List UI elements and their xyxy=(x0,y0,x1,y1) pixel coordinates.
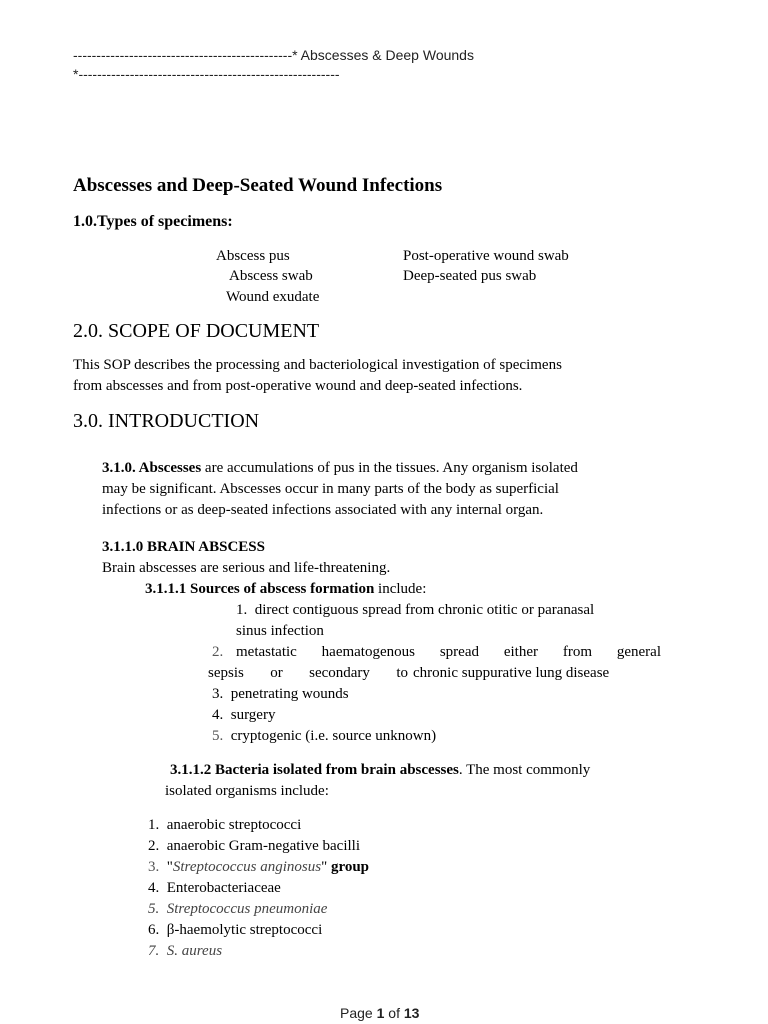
specimen-right-2: Deep-seated pus swab xyxy=(403,268,537,284)
p310-bold: 3.1.0. Abscesses xyxy=(102,460,202,476)
source-item-3-text: penetrating wounds xyxy=(230,686,349,702)
footer-page-label: Page xyxy=(340,1005,373,1021)
organism-num-4: 4. xyxy=(148,880,160,896)
organism-1-text: anaerobic streptococci xyxy=(166,817,302,833)
source-item-1 xyxy=(236,602,594,619)
footer-page-num: 1 xyxy=(376,1005,385,1021)
organism-num-1: 1. xyxy=(148,817,160,833)
p310-line1 xyxy=(102,460,578,477)
p310-line2: may be significant. Abscesses occur in many parts of the body as superficial xyxy=(102,481,559,497)
organism-4-text: Enterobacteriaceae xyxy=(166,880,281,896)
organism-item-4 xyxy=(148,880,281,897)
specimen-left-3: Wound exudate xyxy=(226,289,320,305)
p3111-rest: include: xyxy=(374,581,427,597)
p3112-line1-rest: . The most commonly xyxy=(458,762,591,778)
footer-of-label: of xyxy=(388,1005,400,1021)
specimen-left-1: Abscess pus xyxy=(216,248,290,264)
source-num-5: 5. xyxy=(212,728,224,744)
section2-text-line2: from abscesses and from post-operative wound and deep-seated infections. xyxy=(73,378,523,394)
organism-5-text: Streptococcus pneumoniae xyxy=(166,901,328,917)
organism-num-2: 2. xyxy=(148,838,160,854)
running-header-line1: -----------------------------------------------* Abscesses & Deep Wounds xyxy=(73,47,474,63)
p310-line1-rest: are accumulations of pus in the tissues. Any organism isolated xyxy=(201,460,578,476)
p3111-intro xyxy=(145,581,426,598)
organism-item-5 xyxy=(148,901,327,918)
p3110-heading: 3.1.1.0 BRAIN ABSCESS xyxy=(102,539,265,555)
section2-heading: 2.0. SCOPE OF DOCUMENT xyxy=(73,320,320,342)
organism-num-3: 3. xyxy=(148,859,160,875)
specimen-right-1: Post-operative wound swab xyxy=(403,248,569,264)
source-item-2 xyxy=(212,644,231,661)
source-item-3 xyxy=(212,686,349,703)
section1-heading: 1.0.Types of specimens: xyxy=(73,213,233,230)
organism-num-5: 5. xyxy=(148,901,160,917)
source-item-2-line1: metastatic haematogenous spread either from general xyxy=(236,644,661,660)
source-num-1: 1. xyxy=(236,602,248,618)
organism-3-quote-close: " xyxy=(321,859,328,875)
organism-2-text: anaerobic Gram-negative bacilli xyxy=(166,838,360,854)
organism-item-3 xyxy=(148,859,369,876)
source-num-2: 2. xyxy=(212,644,224,660)
organism-3-italic: Streptococcus anginosus xyxy=(172,859,322,875)
p3111-bold: 3.1.1.1 Sources of abscess formation xyxy=(145,581,375,597)
p310-line3: infections or as deep-seated infections associated with any internal organ. xyxy=(102,502,544,518)
organism-item-1 xyxy=(148,817,301,834)
document-title: Abscesses and Deep-Seated Wound Infections xyxy=(73,175,443,196)
organism-num-7: 7. xyxy=(148,943,160,959)
p3110-text: Brain abscesses are serious and life-threatening. xyxy=(102,560,391,576)
organism-7-text: S. aureus xyxy=(166,943,223,959)
source-item-4 xyxy=(212,707,275,724)
source-item-1-line2: sinus infection xyxy=(236,623,324,639)
organism-item-2 xyxy=(148,838,360,855)
source-item-5 xyxy=(212,728,436,745)
footer-total: 13 xyxy=(403,1005,420,1021)
page-footer xyxy=(340,1005,419,1021)
source-num-3: 3. xyxy=(212,686,224,702)
section3-heading: 3.0. INTRODUCTION xyxy=(73,410,260,432)
source-item-4-text: surgery xyxy=(230,707,276,723)
p3112-line1 xyxy=(170,762,590,779)
source-item-5-text: cryptogenic (i.e. source unknown) xyxy=(230,728,437,744)
p3112-line2: isolated organisms include: xyxy=(165,783,329,799)
p3112-bold: 3.1.1.2 Bacteria isolated from brain abscesses xyxy=(170,762,459,778)
specimen-left-2: Abscess swab xyxy=(229,268,313,284)
running-header-line2: *-------------------------------------------------------- xyxy=(73,66,340,82)
source-item-2-line2a: sepsis or secondary to xyxy=(208,665,408,681)
source-item-1-line1: direct contiguous spread from chronic otitic or paranasal xyxy=(254,602,595,618)
section2-text-line1: This SOP describes the processing and bacteriological investigation of specimens xyxy=(73,357,562,373)
source-num-4: 4. xyxy=(212,707,224,723)
organism-item-7 xyxy=(148,943,222,960)
source-item-2-line2b: chronic suppurative lung disease xyxy=(413,665,610,681)
organism-item-6 xyxy=(148,922,322,939)
organism-3-quote-open: " xyxy=(166,859,173,875)
organism-6-text: β-haemolytic streptococci xyxy=(166,922,323,938)
organism-num-6: 6. xyxy=(148,922,160,938)
organism-3-rest: group xyxy=(327,859,370,875)
